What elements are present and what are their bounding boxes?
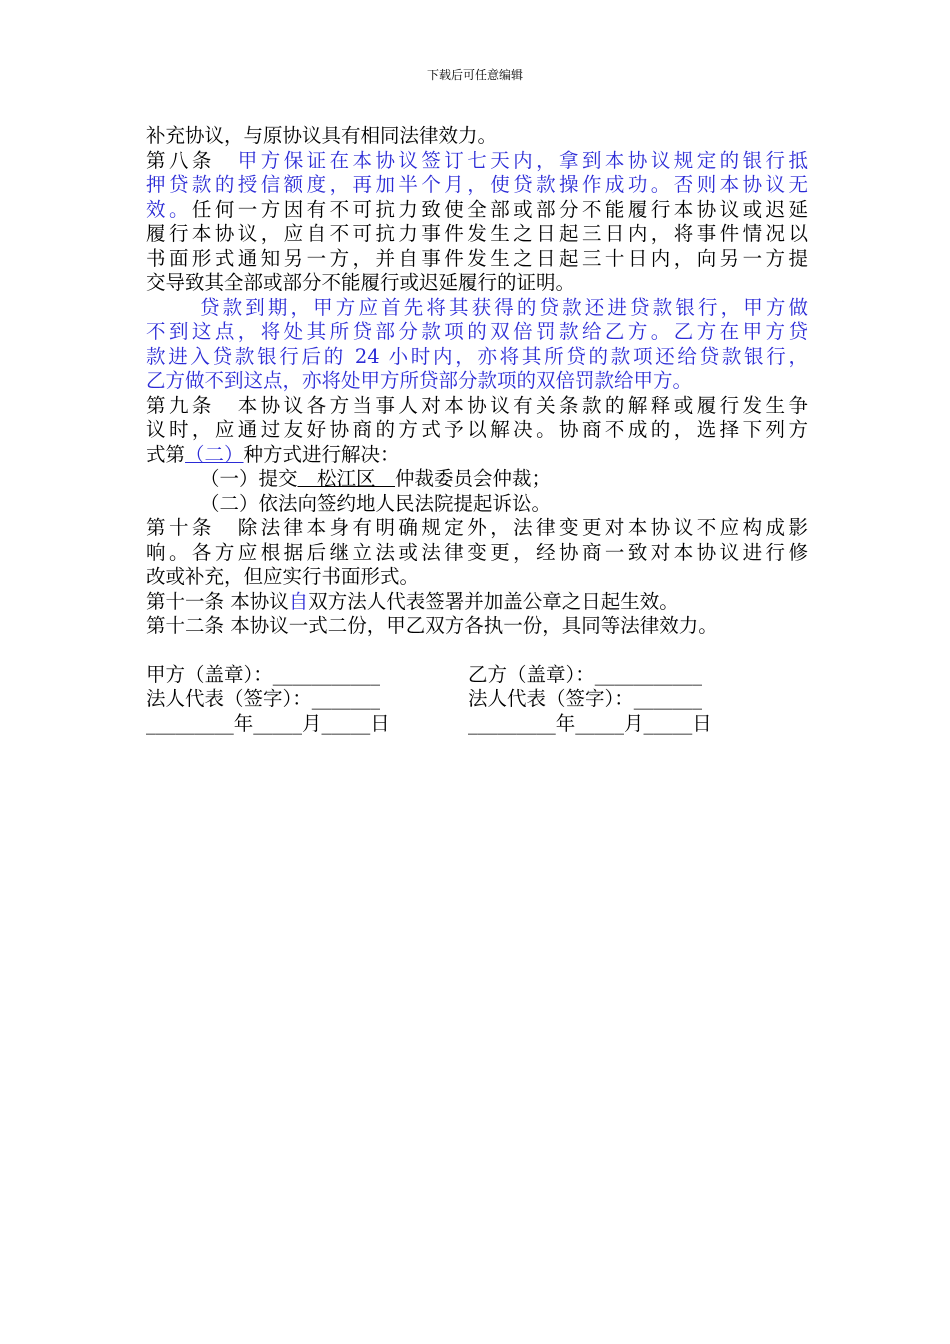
text-span: 第十一条 本协议 [146, 589, 289, 613]
text-line: 不到这点，将处其所贷部分款项的双倍罚款给乙方。乙方在甲方贷 [146, 320, 808, 343]
arbitration-location: 松江区 [297, 467, 396, 490]
text-highlight: 自 [288, 589, 309, 613]
party-b-rep-field: 法人代表（签字）：_______ [468, 687, 703, 710]
text-line: 议时，应通过友好协商的方式予以解决。协商不成的，选择下列方 [146, 418, 808, 441]
article-10-line: 第十条 除法律本身有明确规定外，法律变更对本协议不应构成影 [146, 516, 808, 539]
text-span: 双方法人代表签署并加盖公章之日起生效。 [308, 589, 679, 613]
article-12-line: 第十二条 本协议一式二份，甲乙双方各执一份，具同等法律效力。 [146, 614, 718, 637]
party-a-date-field: _________年_____月_____日 [146, 711, 390, 735]
agreement-body [146, 124, 808, 736]
article-9-line: 第九条 本协议各方当事人对本协议有关条款的解释或履行发生争 [146, 393, 808, 417]
text-line: 书面形式通知另一方，并自事件发生之日起三十日内，向另一方提 [146, 246, 808, 270]
signature-rep-row [146, 687, 808, 712]
text-line: 交导致其全部或部分不能履行或迟延履行的证明。 [146, 271, 576, 294]
text-line: 款进入贷款银行后的 24 小时内，亦将其所贷的款项还给贷款银行， [146, 344, 808, 368]
text-span: 仲裁委员会仲裁； [395, 467, 552, 490]
article-11-line [146, 590, 808, 615]
signature-date-row [146, 712, 808, 737]
article-8-line [146, 149, 808, 174]
spacer [146, 639, 808, 663]
option-two-line: （二）依法向签约地人民法院提起诉讼。 [200, 491, 552, 515]
text-span: （一）提交 [200, 467, 298, 490]
text-line: 押贷款的授信额度，再加半个月，使贷款操作成功。否则本协议无 [146, 173, 808, 196]
party-a-rep-field: 法人代表（签字）：_______ [146, 687, 381, 710]
option-one-line [146, 467, 808, 492]
party-b-seal-field: 乙方（盖章）：___________ [468, 662, 703, 686]
text-line: 补充协议，与原协议具有相同法律效力。 [146, 124, 498, 147]
text-line: 乙方做不到这点，亦将处甲方所贷部分款项的双倍罚款给甲方。 [146, 369, 693, 392]
page-header: 下载后可任意编辑 [426, 68, 523, 82]
text-line [146, 443, 808, 468]
text-line [146, 198, 808, 223]
text-highlight: 效。 [146, 197, 192, 221]
text-line: 贷款到期，甲方应首先将其获得的贷款还进贷款银行，甲方做 [200, 295, 808, 319]
signature-seal-row [146, 663, 808, 688]
text-span: 种方式进行解决： [243, 442, 400, 466]
text-span: 任何一方因有不可抗力致使全部或部分不能履行本协议或迟延 [191, 197, 808, 221]
text-span: 式第 [146, 442, 186, 466]
text-line: 改或补充，但应实行书面形式。 [146, 565, 420, 588]
article-8-label: 第八条 [146, 148, 238, 172]
party-b-date-field: _________年_____月_____日 [468, 711, 712, 735]
selected-option: （二） [185, 442, 244, 466]
text-line: 履行本协议，应自不可抗力事件发生之日起三日内，将事件情况以 [146, 222, 808, 245]
article-8-highlight: 甲方保证在本协议签订七天内，拿到本协议规定的银行抵 [237, 148, 808, 172]
text-line: 响。各方应根据后继立法或法律变更，经协商一致对本协议进行修 [146, 540, 808, 564]
party-a-seal-field: 甲方（盖章）：___________ [146, 662, 381, 686]
